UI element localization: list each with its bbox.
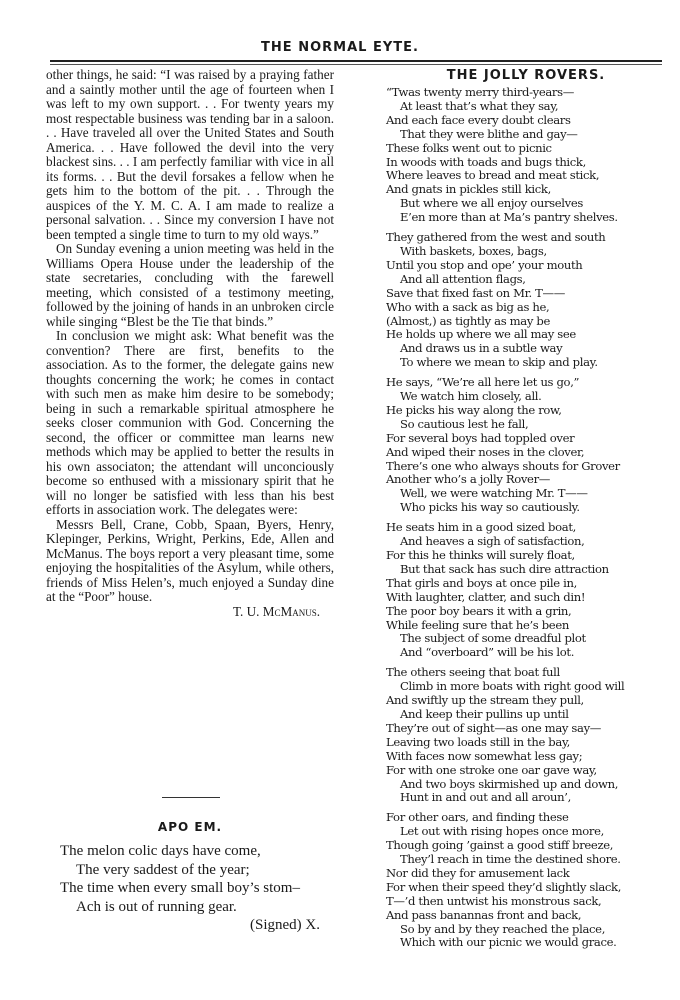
poem-line: Well, we were watching Mr. T——: [400, 486, 588, 501]
poem-line: That girls and boys at once pile in,: [386, 575, 577, 590]
poem-line: Let out with rising hopes once more,: [400, 824, 604, 839]
poem-stanza: [386, 86, 666, 225]
poem-line: These folks went out to picnic: [386, 140, 552, 155]
poem-line: There’s one who always shouts for Grover: [386, 458, 620, 473]
article-paragraph: In conclusion we might ask: What benefit was the convention? There are first, benefits to the association. As to the former, the delegate gains new thoughts concerning the work; he comes in contact with such men as make him desire to be somebody; being in such a remarkable spiritual atmosphere he seeks closer communion with God. Concerning the second, the officer or committee man learns new methods which may be applied to better the results in his own associaton; the attendant will unconciously become so enthused with a missionary spirit that he will no longer be satisfied with less than his best efforts in association work. The delegates were:: [46, 328, 334, 517]
poem-line: Which with our picnic we would grace.: [400, 935, 617, 950]
poem-line: And all attention flags,: [400, 271, 526, 286]
poem-line: With baskets, boxes, bags,: [400, 243, 547, 258]
header-rule: [50, 60, 662, 65]
poem-stanza: [386, 376, 666, 515]
poem-line: Leaving two loads still in the bay,: [386, 734, 570, 749]
poem-stanza: [386, 231, 666, 370]
poem-line: E’en more than at Ma’s pantry shelves.: [400, 210, 618, 225]
poem-line: For several boys had toppled over: [386, 430, 575, 445]
poem-line: The melon colic days have come,: [60, 843, 261, 859]
poem-line: The very saddest of the year;: [76, 861, 250, 878]
poem-line: Hunt in and out and all aroun’,: [400, 790, 571, 805]
poem-stanza: [386, 811, 666, 950]
poem-line: And two boys skirmished up and down,: [400, 776, 619, 791]
poem-line: Though going ’gainst a good stiff breeze,: [386, 838, 614, 853]
poem-line: That they were blithe and gay—: [400, 126, 578, 141]
poem-line: And each face every doubt clears: [386, 112, 571, 127]
poem-line: And heaves a sigh of satisfaction,: [400, 534, 585, 549]
poem-line: The time when every small boy’s stom–: [60, 880, 300, 896]
poem-line: The subject of some dreadful plot: [400, 631, 586, 646]
poem-line: Ach is out of running gear.: [76, 898, 237, 915]
poem-line: And pass banannas front and back,: [386, 907, 582, 922]
poem-line: Until you stop and ope’ your mouth: [386, 257, 583, 272]
poem-stanza: [386, 666, 666, 805]
poem-stanzas: [386, 86, 666, 950]
poem-line: He picks his way along the row,: [386, 402, 562, 417]
poem-line: So cautious lest he fall,: [400, 416, 529, 431]
poem-line: So by and by they reached the place,: [400, 921, 606, 936]
poem-line: To where we mean to skip and play.: [400, 355, 598, 370]
poem-line: For this he thinks will surely float,: [386, 548, 575, 562]
poem-line: And “overboard” will be his lot.: [400, 645, 575, 660]
poem-line: In woods with toads and bugs thick,: [386, 154, 586, 169]
poem-line: Where leaves to bread and meat stick,: [386, 168, 600, 183]
article-paragraph: On Sunday evening a union meeting was held in the Williams Opera House under the leadership of the state secretaries, concluding with the farewell meeting, which consisted of a testimony meeting, followed by the joining of hands in an unbroken circle while singing “Blest be the Tie that binds.”: [46, 241, 334, 329]
poem-line: The poor boy bears it with a grin,: [386, 603, 572, 618]
poem-line: Save that fixed fast on Mr. T——: [386, 285, 566, 300]
poem-line: T—’d then untwist his monstrous sack,: [386, 893, 602, 908]
poem-line: For when their speed they’d slightly slack,: [386, 879, 622, 894]
poem-line: And wiped their noses in the clover,: [386, 444, 585, 459]
poem-line: At least that’s what they say,: [400, 98, 559, 113]
poem-line: And draws us in a subtle way: [400, 341, 563, 356]
article-column: [46, 68, 334, 619]
poem-line: He says, “We’re all here let us go,”: [386, 375, 580, 390]
poem-line: He seats him in a good sized boat,: [386, 520, 576, 535]
poem-title-apo-em: APO EM.: [157, 820, 223, 834]
poem-line: Who picks his way so cautiously.: [400, 500, 580, 515]
poem-line: They’l reach in time the destined shore.: [400, 852, 621, 867]
poem-line: We watch him closely, all.: [400, 389, 542, 404]
poem-line: Who with a sack as big as he,: [386, 299, 550, 314]
poem-line: They gathered from the west and south: [386, 230, 606, 245]
article-paragraph: Messrs Bell, Crane, Cobb, Spaan, Byers, Henry, Klepinger, Perkins, Wright, Perkins, Ede, Allen and McManus. The boys report a very pleasant time, some enjoying the hospitalities of the Asylum, while others, friends of Miss Helen’s, much enjoyed a Sunday dine at the “Poor” house.: [46, 516, 334, 604]
poem-line: And gnats in pickles still kick,: [386, 182, 551, 197]
poem-apo-em: [60, 842, 340, 935]
poem-jolly-rovers: [386, 68, 666, 956]
poem-line: And swiftly up the stream they pull,: [386, 693, 584, 708]
poem-line: But that sack has such dire attraction: [400, 561, 609, 576]
masthead: THE NORMAL EYTE.: [261, 40, 419, 55]
poem-line: But where we all enjoy ourselves: [400, 196, 583, 211]
section-divider: [162, 797, 220, 798]
poem-title: THE JOLLY ROVERS.: [446, 68, 606, 83]
poem-line: With laughter, clatter, and such din!: [386, 589, 586, 604]
poem-signature: (Signed) X.: [250, 917, 320, 933]
poem-line: The others seeing that boat full: [386, 665, 560, 680]
poem-line: For with one stroke one oar gave way,: [386, 762, 597, 777]
poem-line: With faces now somewhat less gay;: [386, 748, 583, 763]
poem-line: And keep their pullins up until: [400, 706, 569, 721]
poem-line: Another who’s a jolly Rover—: [386, 472, 551, 487]
article-paragraph: other things, he said: “I was raised by a praying father and a saintly mother until the age of fourteen when I was left to my own support. . . For twenty years my most respectable business was tending bar in a saloon. . . Have traveled all over the United States and South America. . . Have followed the devil into the very blackest sins. . . I am perfectly familiar with vice in all its forms. . . But the devil forsakes a fellow when he gets him to the bottom of the pit. . . Through the auspices of the Y. M. C. A. I am made to realize a personal salvation. . . Since my conversion I have not been tempted a single time to turn to my old ways.”: [46, 68, 334, 242]
poem-line: “Twas twenty merry third-years—: [386, 85, 574, 99]
poem-line: For other oars, and finding these: [386, 810, 569, 825]
article-signature: T. U. McManus.: [232, 603, 320, 619]
poem-line: (Almost,) as tightly as may be: [386, 313, 550, 328]
poem-stanza: [386, 521, 666, 660]
poem-line: They’re out of sight—as one may say—: [386, 720, 602, 735]
poem-line: Climb in more boats with right good will: [400, 679, 625, 694]
poem-line: While feeling sure that he’s been: [386, 617, 569, 632]
poem-line: He holds up where we all may see: [386, 327, 576, 342]
poem-line: Nor did they for amusement lack: [386, 865, 570, 880]
